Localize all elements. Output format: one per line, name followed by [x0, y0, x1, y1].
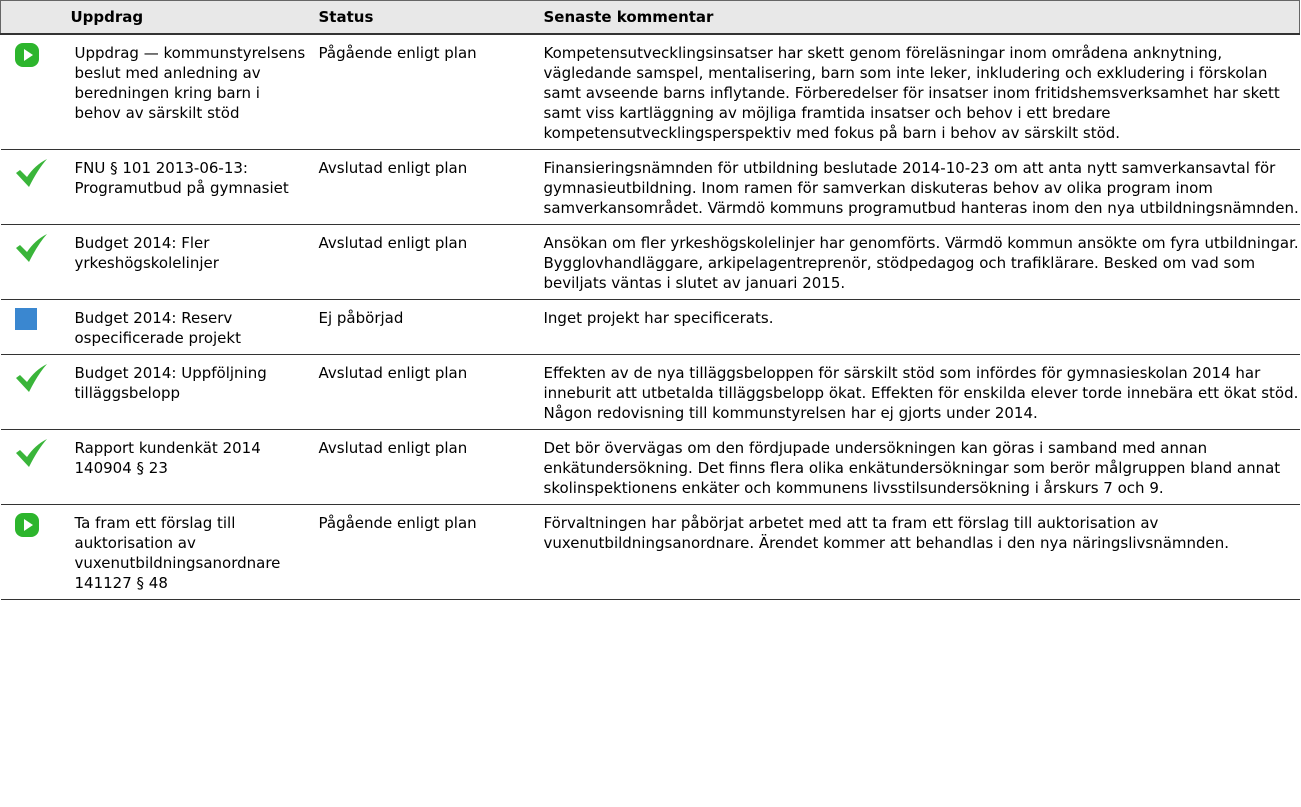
table-row: [1, 225, 1300, 300]
status-icon-cell: [1, 505, 67, 600]
comment-cell: Inget projekt har specificerats.: [540, 300, 1300, 355]
checkmark-icon: [15, 233, 67, 263]
status-cell: Avslutad enligt plan: [315, 355, 540, 430]
table-row: [1, 34, 1300, 150]
status-cell: Avslutad enligt plan: [315, 430, 540, 505]
status-cell: Pågående enligt plan: [315, 34, 540, 150]
status-cell: Avslutad enligt plan: [315, 150, 540, 225]
checkmark-icon: [15, 363, 67, 393]
checkmark-icon: [15, 158, 67, 188]
status-icon-cell: [1, 225, 67, 300]
play-icon: [15, 43, 67, 67]
task-cell: FNU § 101 2013-06-13: Programutbud på gymnasiet: [67, 150, 315, 225]
status-icon-cell: [1, 430, 67, 505]
table-row: [1, 430, 1300, 505]
header-task: Uppdrag: [67, 1, 315, 35]
header-icon-column: [1, 1, 67, 35]
comment-cell: Förvaltningen har påbörjat arbetet med att ta fram ett förslag till auktorisation av vuxenutbildningsanordnare. Ärendet kommer att behandlas i den nya näringslivsnämnden.: [540, 505, 1300, 600]
header-status: Status: [315, 1, 540, 35]
status-icon-cell: [1, 355, 67, 430]
comment-cell: Finansieringsnämnden för utbildning beslutade 2014-10-23 om att anta nytt samverkansavtal för gymnasieutbildning. Inom ramen för samverkan diskuteras behov av olika program inom samverkansområdet. Värmdö kommuns programutbud hanteras inom den nya utbildningsnämnden.: [540, 150, 1300, 225]
comment-cell: Det bör övervägas om den fördjupade undersökningen kan göras i samband med annan enkätundersökning. Det finns flera olika enkätundersökningar som berör målgruppen bland annat skolinspektionens enkäter och kommunens livsstilsundersökning i årskurs 7 och 9.: [540, 430, 1300, 505]
checkmark-icon: [15, 438, 67, 468]
comment-cell: Ansökan om fler yrkeshögskolelinjer har genomförts. Värmdö kommun ansökte om fyra utbildningar. Bygglovhandläggare, arkipelagentreprenör, stödpedagog och trafiklärare. Besked om vad som beviljats väntas i slutet av januari 2015.: [540, 225, 1300, 300]
task-cell: Rapport kundenkät 2014 140904 § 23: [67, 430, 315, 505]
comment-cell: Effekten av de nya tilläggsbeloppen för särskilt stöd som infördes för gymnasieskolan 2014 har inneburit att utbetalda tilläggsbelopp ökat. Effekten för enskilda elever torde innebära ett ökat stöd. Någon redovisning till kommunstyrelsen har ej gjorts under 2014.: [540, 355, 1300, 430]
task-cell: Budget 2014: Uppföljning tilläggsbelopp: [67, 355, 315, 430]
square-icon: [15, 308, 67, 330]
play-icon: [15, 513, 67, 537]
task-cell: Uppdrag — kommunstyrelsens beslut med anledning av beredningen kring barn i behov av särskilt stöd: [67, 34, 315, 150]
comment-cell: Kompetensutvecklingsinsatser har skett genom föreläsningar inom områdena anknytning, vägledande samspel, mentalisering, barn som inte leker, inkludering och exkludering i förskolan samt avseende barns inflytande. Förberedelser för insatser inom fritidshemsverksamhet har skett samt viss kartläggning av möjliga framtida insatser och behov i ett bredare kompetensutvecklingsperspektiv med fokus på barn i behov av särskilt stöd.: [540, 34, 1300, 150]
table-header-row: [1, 1, 1300, 35]
status-icon-cell: [1, 300, 67, 355]
status-icon-cell: [1, 150, 67, 225]
status-icon-cell: [1, 34, 67, 150]
status-cell: Pågående enligt plan: [315, 505, 540, 600]
task-cell: Budget 2014: Reserv ospecificerade projekt: [67, 300, 315, 355]
status-cell: Avslutad enligt plan: [315, 225, 540, 300]
table-row: [1, 505, 1300, 600]
header-comment: Senaste kommentar: [540, 1, 1300, 35]
status-cell: Ej påbörjad: [315, 300, 540, 355]
table-row: [1, 355, 1300, 430]
task-cell: Ta fram ett förslag till auktorisation av vuxenutbildningsanordnare 141127 § 48: [67, 505, 315, 600]
table-row: [1, 150, 1300, 225]
table-row: [1, 300, 1300, 355]
task-cell: Budget 2014: Fler yrkeshögskolelinjer: [67, 225, 315, 300]
